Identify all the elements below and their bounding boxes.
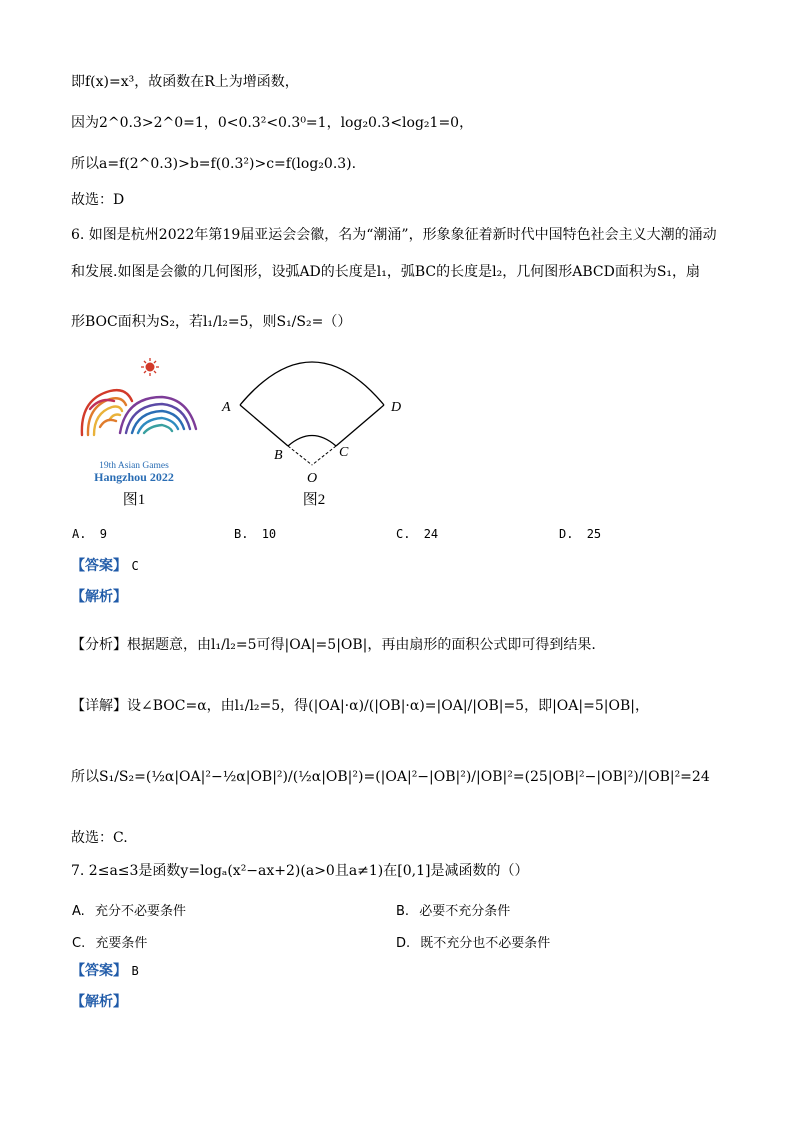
option-value: 既不充分也不必要条件	[420, 936, 551, 951]
option-letter: B.	[234, 527, 249, 541]
q7-option-b	[396, 900, 510, 919]
text-line-compare-values	[71, 113, 473, 133]
answer-tag: 【答案】	[71, 558, 127, 574]
text-l2: 因为2^0.3>2^0=1，0<0.3²<0.3⁰=1，log₂0.3<log₂1=0，	[71, 115, 474, 131]
answer-tag: 【答案】	[71, 963, 127, 979]
analysis-6-tag	[71, 587, 127, 607]
analysis-6-text	[71, 635, 596, 655]
q6-option-b	[234, 527, 276, 541]
q7-option-d	[396, 932, 550, 951]
option-value: 必要不充分条件	[419, 904, 511, 919]
label-B: B	[274, 448, 283, 463]
q6-option-a	[72, 527, 107, 541]
text-q6-a: 6. 如图是杭州2022年第19届亚运会会徽，名为“潮涌”，形象象征着新时代中国特色社会主义大潮的涌动	[71, 227, 717, 243]
q7-option-c	[72, 932, 147, 951]
q6-option-d	[559, 527, 601, 541]
logo-wave-icon	[82, 390, 196, 435]
figure-1-caption: 图1	[122, 492, 146, 508]
label-O: O	[307, 471, 318, 486]
text-line-choose-d	[71, 190, 124, 210]
q7-option-a	[72, 900, 186, 919]
q6-option-c	[396, 527, 438, 541]
choose-6	[71, 828, 128, 848]
ratio-6-text	[71, 767, 710, 787]
dashed-OB	[288, 446, 312, 465]
question-7	[71, 861, 528, 881]
option-letter: D.	[396, 936, 411, 951]
option-value: 充要条件	[95, 936, 148, 951]
label-C: C	[339, 445, 349, 460]
question-6-line3	[71, 312, 351, 332]
logo-text-line2: Hangzhou 2022	[94, 470, 174, 484]
figure-1-logo	[70, 357, 202, 509]
option-letter: C.	[396, 527, 411, 541]
option-value: 9	[99, 527, 107, 541]
option-letter: A.	[72, 527, 87, 541]
answer-6-value: C	[131, 559, 139, 573]
segment-AB	[240, 405, 288, 446]
text-analysis: 【分析】根据题意，由l₁/l₂=5可得|OA|=5|OB|，再由扇形的面积公式即可得到结果.	[71, 637, 596, 653]
arc-BC	[288, 436, 336, 447]
text-ratio: 所以S₁/S₂=(½α|OA|²−½α|OB|²)/(½α|OB|²)=(|OA|²−|OB|²)/|OB|²=(25|OB|²−|OB|²)/|OB|²=24	[71, 769, 710, 785]
text-q6-c: 形BOC面积为S₂，若l₁/l₂=5，则S₁/S₂=（）	[71, 314, 352, 330]
analysis-tag: 【解析】	[71, 994, 127, 1010]
answer-7-value: B	[131, 964, 139, 978]
question-6-line2	[71, 262, 700, 282]
text-l3: 所以a=f(2^0.3)>b=f(0.3²)>c=f(log₂0.3).	[71, 156, 357, 172]
text-l4: 故选：D	[71, 192, 125, 208]
answer-7	[71, 961, 139, 981]
analysis-tag: 【解析】	[71, 589, 127, 605]
figure-2-diagram	[210, 355, 420, 510]
option-value: 24	[423, 527, 439, 541]
text-l1: 即f(x)=x³，故函数在R上为增函数，	[71, 74, 299, 90]
answer-6	[71, 556, 139, 576]
text-q7: 7. 2≤a≤3是函数y=logₐ(x²−ax+2)(a>0且a≠1)在[0,1]是减函数的（）	[71, 863, 529, 879]
detail-6-text	[71, 696, 649, 716]
label-A: A	[222, 400, 231, 415]
question-6-line1	[71, 225, 717, 245]
logo-sun-icon	[141, 358, 159, 376]
analysis-7-tag	[71, 992, 127, 1012]
label-D: D	[391, 400, 402, 415]
option-value: 25	[586, 527, 602, 541]
option-letter: C.	[72, 936, 86, 951]
text-detail: 【详解】设∠BOC=α，由l₁/l₂=5，得(|OA|·α)/(|OB|·α)=|OA|/|OB|=5，即|OA|=5|OB|，	[71, 698, 649, 714]
text-choose6: 故选：C.	[71, 830, 128, 846]
option-letter: A.	[72, 904, 85, 919]
text-line-conclusion	[71, 154, 356, 174]
option-value: 充分不必要条件	[94, 904, 186, 919]
option-letter: D.	[559, 527, 574, 541]
text-line-increasing-function	[71, 72, 299, 92]
segment-DC	[336, 405, 384, 446]
logo-text-line1: 19th Asian Games	[99, 461, 169, 471]
arc-AD	[240, 362, 384, 405]
figure-2-caption: 图2	[302, 492, 326, 508]
option-letter: B.	[396, 904, 410, 919]
dashed-OC	[312, 446, 336, 465]
option-value: 10	[261, 527, 277, 541]
text-q6-b: 和发展.如图是会徽的几何图形，设弧AD的长度是l₁，弧BC的长度是l₂，几何图形ABCD面积为S₁，扇	[71, 264, 701, 280]
